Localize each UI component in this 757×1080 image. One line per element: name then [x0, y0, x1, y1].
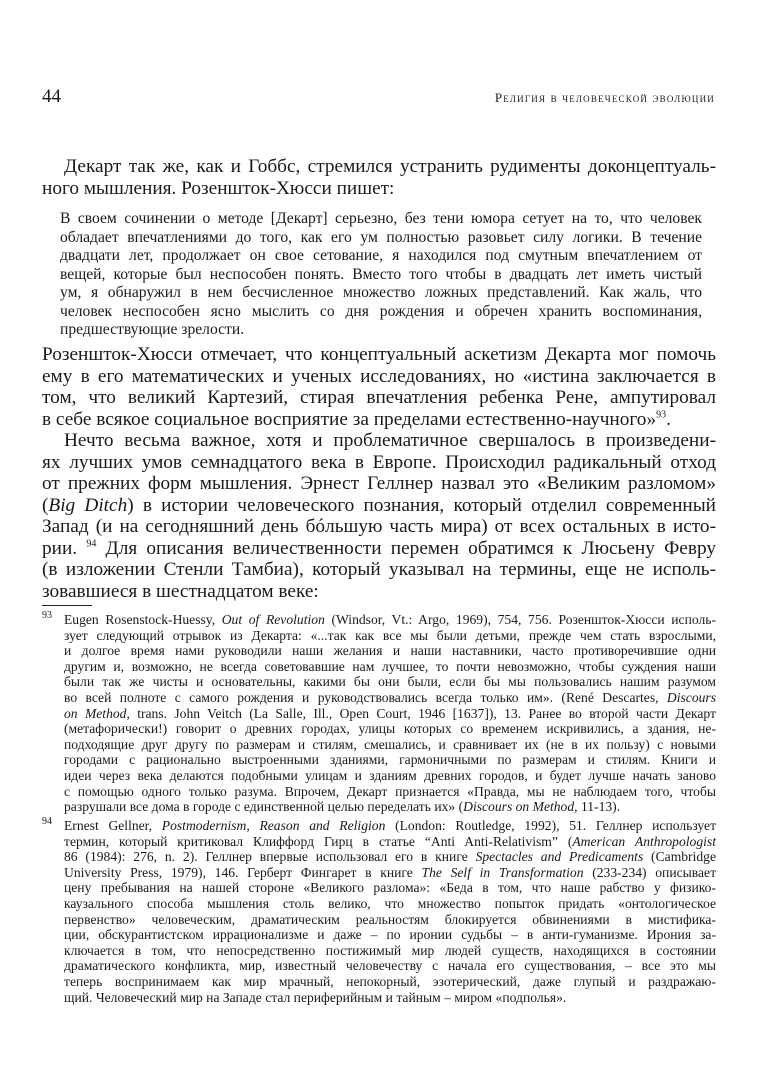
text-line: [42, 849, 716, 865]
footnote-ref[interactable]: 93: [656, 409, 667, 421]
italic-text: Big Ditch: [48, 494, 128, 516]
text-line: [42, 927, 716, 943]
text: Запад (и на сегодняшний день бóльшую часть мира) от всех остальных в исто-: [42, 516, 716, 537]
text: (метафорически!) говорит о древних городах, улицы которых со временем искривились, а здания, не-: [64, 721, 716, 737]
running-title: Религия в человеческой эволюции: [494, 90, 715, 105]
footnote-number: 94: [42, 816, 52, 827]
page-number: 44: [42, 86, 61, 107]
text-line: [42, 430, 716, 452]
text: Декарт так же, как и Гоббс, стремился устранить рудименты доконцептуаль-: [64, 156, 716, 177]
text-line: [60, 303, 702, 322]
text-line: [60, 284, 702, 303]
text: разрушали все дома в городе с единственной целью переделать их» (: [64, 799, 464, 815]
text: ного мышления. Розеншток-Хюсси пишет:: [42, 177, 395, 199]
text: .: [666, 408, 671, 430]
text: с помощью одного только разума. Впрочем, Декарт признается «Правда, мы не наблюдаем того, чтобы: [64, 783, 716, 799]
text-line: [60, 266, 702, 285]
text-line: [60, 229, 702, 248]
text: (в изложении Стенли Тамбиа), который указывал на термины, еще не исполь-: [42, 559, 716, 580]
footnote-93: [42, 612, 716, 815]
block-quote: [60, 210, 702, 340]
paragraph-2: [42, 344, 716, 430]
paragraph-3: [42, 430, 716, 602]
text: зует следующий отрывок из Декарта: «...так как все мы были детьми, прежде чем стать взрослыми,: [64, 627, 716, 643]
text-line: [42, 768, 716, 784]
italic-text: on Method: [64, 705, 127, 721]
text: 86 (1984): 276, n. 2). Геллнер впервые использовал его в книге: [64, 849, 476, 865]
text-line: [42, 990, 716, 1006]
text-line: [42, 799, 716, 815]
text-line: [42, 473, 716, 495]
text: были так же чисты и основательны, какими бы они были, если бы мы пользовались нашим разумом: [64, 674, 716, 690]
italic-text: Out of Revolution: [221, 612, 325, 627]
text: другим и, возможно, не всегда советовавшие нам лучшее, то почти невозможно, чтобы суждения наши: [64, 658, 716, 674]
paragraph-1: [42, 156, 716, 199]
text: ции, обскурантистском иррационализме и даже – по иронии судьбы – в анти-гуманизме. Ирония за-: [64, 927, 716, 943]
footnote-ref[interactable]: 94: [86, 538, 97, 550]
text-line: [42, 974, 716, 990]
text: том, что великий Картезий, стирая впечатления ребенка Рене, ампутировал: [42, 387, 716, 408]
text-line: [42, 674, 716, 690]
text-line: [42, 737, 716, 753]
text: предшествующие зрелости.: [60, 321, 245, 338]
text-line: [60, 321, 702, 340]
text-line: [42, 409, 716, 431]
text: подходящие друг другу по размерам и стилям, смешались, и сравнивает их (не в их пользу) с новыми: [64, 736, 716, 752]
text-line: [42, 559, 716, 581]
italic-text: American Anthropologist: [572, 833, 716, 849]
text: Eugen Rosenstock-Huessy,: [64, 612, 222, 627]
text: ) в истории человеческого познания, который отделил современный: [127, 494, 716, 516]
text-line: [42, 495, 716, 517]
text: , trans. John Veitch (La Salle, Ill., Open Court, 1946 [1637]), 13. Ранее во второй части Декарт: [126, 705, 716, 721]
text: первенство» человеческим, драматическим реальностям блокируется обвинениями в мистифика-: [64, 911, 716, 927]
text: University Press, 1979), 146. Герберт Фингарет в книге: [64, 864, 422, 880]
text: Розеншток-Хюсси отмечает, что концептуальный аскетизм Декарта мог помочь: [42, 344, 716, 365]
text: (London: Routledge, 1992), 51. Геллнер использует: [385, 818, 717, 833]
text-line: [42, 834, 716, 850]
text: человек неспособен ясно мыслить со дня рождения и обречен хранить воспоминания,: [60, 302, 702, 320]
text: цену пребывания на нашей стороне «Великого разлома»: «Беда в том, что наше рабство у физико-: [64, 880, 716, 896]
text-line: [42, 818, 716, 834]
text: во всей полноте с самого рождения и руководствовались всегда только им». (René Descartes,: [64, 689, 667, 705]
text: В своем сочинении о методе [Декарт] серьезно, без тени юмора сетует на то, что человек: [60, 210, 702, 227]
text-line: [42, 784, 716, 800]
italic-text: The Self in Transformation: [421, 864, 584, 880]
text-line: [42, 156, 716, 178]
text-line: [42, 538, 716, 560]
text-line: [42, 752, 716, 768]
italic-text: Spectacles and Predicaments: [475, 849, 644, 865]
footnote-number: 93: [42, 610, 52, 621]
text-line: [42, 690, 716, 706]
text: вещей, которые был неспособен понять. Вместо того чтобы в двадцать лет иметь чистый: [60, 265, 702, 283]
footnote-94: [42, 818, 716, 1005]
text: городами с рационально выстроенными зданиями, гармоничными по размерам и стилям. Книги и: [64, 752, 716, 768]
text: и долгое время нами руководили наши желания и наши наставники, часто противоречившие одни: [64, 643, 716, 659]
footnote-separator: [42, 605, 92, 606]
text: щий. Человеческий мир на Западе стал периферийным и тайным – миром «подполья».: [64, 989, 567, 1005]
text: идеи через века делаются подобными улицам и зданиям древних городов, и будет лучше начать заново: [64, 767, 716, 783]
text-line: [42, 612, 716, 628]
text: ключается в том, что непосредственно постижимый мир людей существ, находящихся в состоянии: [64, 942, 716, 958]
text-line: [42, 659, 716, 675]
text: (233-234) описывает: [583, 864, 717, 880]
text-line: [42, 896, 716, 912]
text-line: [42, 706, 716, 722]
text: (Windsor, Vt.: Argo, 1969), 754, 756. Розеншток-Хюсси исполь-: [324, 612, 716, 627]
italic-text: Discours on Method: [463, 799, 575, 815]
text-line: [42, 628, 716, 644]
text: (: [42, 494, 49, 516]
text: ум, я обнаружил в нем бесчисленное множество ложных представлений. Как жаль, что: [60, 284, 702, 301]
text: теперь воспринимаем как мир мрачный, непокорный, эзотерический, даже глупый и раздражаю-: [64, 973, 716, 989]
italic-text: Postmodernism, Reason and Religion: [161, 818, 386, 833]
text: Нечто весьма важное, хотя и проблематичное свершалось в произведени-: [64, 430, 716, 451]
text-line: [42, 943, 716, 959]
text-line: [42, 958, 716, 974]
text-line: [42, 452, 716, 474]
text: рии.: [42, 537, 87, 559]
text-line: [42, 387, 716, 409]
text: зовавшиеся в шестнадцатом веке:: [42, 580, 319, 602]
text: двадцати лет, продолжает он свое сетование, я находился под смутным впечатлением от: [60, 247, 702, 264]
text-line: [42, 643, 716, 659]
text: , 11-13).: [574, 799, 621, 815]
text: в себе всякое социальное восприятие за пределами естественно-научного»: [42, 408, 657, 430]
text-line: [42, 581, 716, 603]
text-line: [42, 366, 716, 388]
text-line: [60, 247, 702, 266]
text-line: [42, 721, 716, 737]
text: от прежних форм мышления. Эрнест Геллнер назвал это «Великим разломом»: [42, 473, 716, 494]
text: ях лучших умов семнадцатого века в Европе. Происходил радикальный отход: [42, 451, 716, 473]
text: обладает впечатлениями до того, как его ум полностью разовьет силу логики. В течение: [60, 228, 702, 246]
text-line: [60, 210, 702, 229]
text: Ernest Gellner,: [64, 818, 162, 833]
text-line: [42, 865, 716, 881]
text-line: [42, 178, 716, 200]
text: каузального способа мышления столь велико, что множество попыток придать «онтологическое: [64, 895, 716, 911]
text: ему в его математических и ученых исследованиях, но «истина заключается в: [42, 365, 716, 387]
text-line: [42, 880, 716, 896]
text-line: [42, 344, 716, 366]
text: Для описания величественности перемен обратимся к Люсьену Февру: [96, 537, 716, 559]
text: драматического конфликта, мир, известный человечеству с начала его существования, – все это мы: [64, 958, 716, 974]
text: термин, который критиковал Клиффорд Гирц в статье “Anti Anti-Relativism” (: [64, 833, 573, 849]
italic-text: Discours: [666, 689, 716, 705]
text-line: [42, 516, 716, 538]
text-line: [42, 912, 716, 928]
text: (Cambridge: [643, 849, 716, 865]
